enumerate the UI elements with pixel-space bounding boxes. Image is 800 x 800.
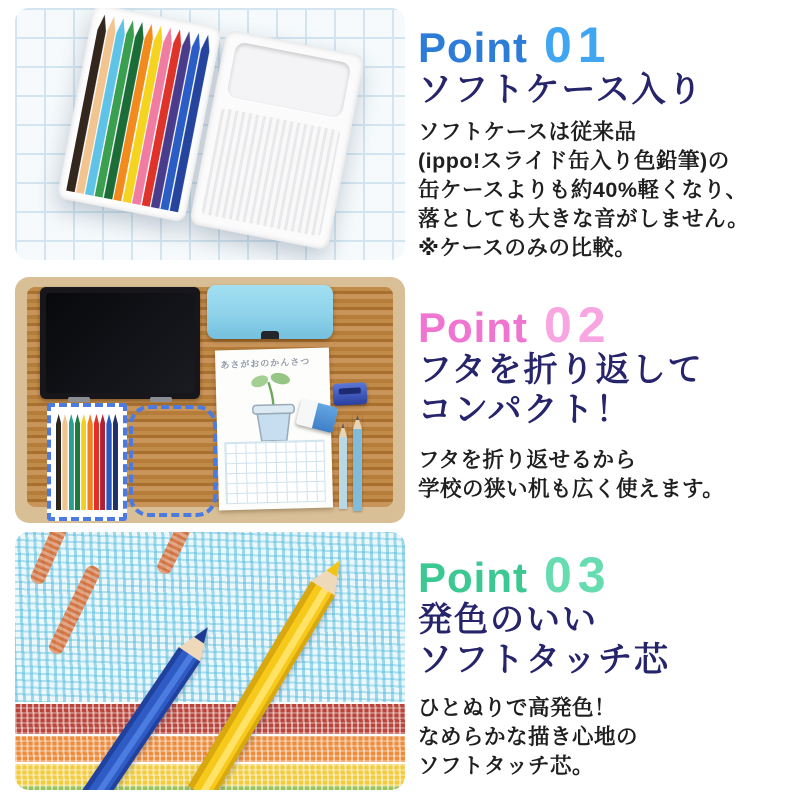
colored-pencil (69, 414, 74, 510)
point-01-section (418, 17, 790, 263)
colored-pencil (75, 414, 80, 510)
point-02-section (418, 297, 790, 504)
laptop (40, 287, 200, 399)
colored-pencil (113, 414, 118, 510)
point-03-label (418, 547, 790, 603)
pencil-tip (339, 423, 347, 437)
light-blue-pencil-long (353, 415, 362, 511)
colored-pencils-row (66, 14, 212, 212)
body-line: ひとぬりで高発色！ (418, 696, 617, 720)
heading-line: ソフトケース入り (418, 71, 704, 109)
point-02-label (418, 297, 790, 353)
body-line: (ippo!スライド缶入り色鉛筆)の (418, 149, 730, 173)
photo-crayon-drawing (15, 532, 405, 790)
point-number: 01 (543, 17, 612, 73)
folded-compact-case (47, 403, 127, 521)
point-word: Point (418, 24, 528, 71)
pencil-body (353, 429, 362, 511)
maroon-crayon-band (15, 704, 405, 734)
lid-ridges (201, 108, 340, 237)
point-01-body (418, 118, 790, 263)
body-line: フタを折り返せるから (418, 448, 637, 472)
colored-pencil (87, 414, 92, 510)
colored-pencil (56, 414, 61, 510)
body-line: ソフトケースは従来品 (418, 120, 637, 144)
lid-embossed-panel (226, 41, 352, 118)
heading-line: ソフトタッチ芯 (418, 641, 670, 679)
point-word: Point (418, 554, 528, 601)
heading-line: 発色のいい (418, 601, 598, 639)
body-line: ソフトタッチ芯。 (418, 754, 595, 778)
light-blue-pencil-short (339, 423, 347, 509)
handwriting-title: あさがおのかんさつ (220, 356, 311, 371)
heading-line: コンパクト！ (418, 391, 632, 429)
point-01-heading (418, 70, 790, 110)
point-01-label (418, 17, 790, 73)
pencil-sharpener (332, 382, 367, 406)
colored-pencil (106, 414, 111, 510)
pencil-box-clasp (261, 331, 279, 339)
heading-line: フタを折り返して (418, 351, 704, 389)
saved-space-dashed-outline (129, 405, 217, 517)
body-line: 缶ケースよりも約40%軽くなり、 (418, 178, 748, 202)
point-03-body (418, 694, 790, 781)
colored-pencil (94, 414, 99, 510)
point-03-heading (418, 600, 790, 680)
photo-soft-case (15, 8, 405, 260)
plant-drawing (239, 368, 307, 444)
body-line: 落としても大きな音がしません。 (418, 207, 750, 231)
photo-desk-scene (15, 277, 405, 523)
point-02-heading (418, 350, 790, 430)
point-number: 03 (543, 547, 612, 603)
body-line: ※ケースのみの比較。 (418, 236, 637, 260)
laptop-hinge (68, 397, 90, 402)
laptop-hinge (150, 397, 172, 402)
colored-pencil (62, 414, 67, 510)
point-word: Point (418, 304, 528, 351)
point-02-body (418, 446, 790, 504)
blue-pencil-box (207, 285, 333, 339)
body-line: 学校の狭い机も広く使えます。 (418, 477, 725, 501)
point-number: 02 (543, 297, 612, 353)
record-grid (224, 440, 326, 505)
pencil-body (339, 437, 347, 509)
laptop-screen (46, 293, 194, 393)
colored-pencil (81, 414, 86, 510)
point-03-section (418, 547, 790, 781)
sharpener-slot (339, 387, 361, 394)
pencil-tip (353, 415, 362, 429)
colored-pencil (100, 414, 105, 510)
body-line: なめらかな描き心地の (418, 725, 639, 749)
